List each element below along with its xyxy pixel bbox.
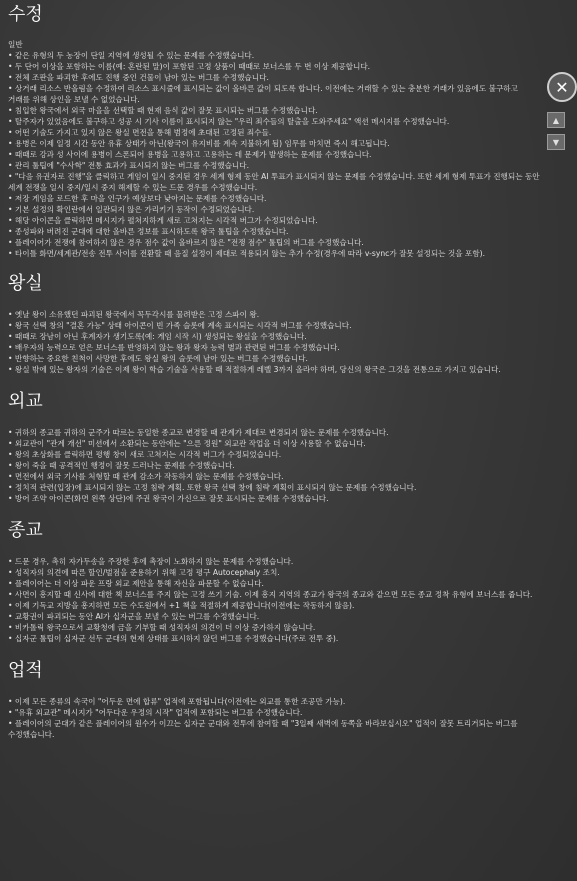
list-item: • 외교관이 "관계 개선" 미션에서 소환되는 동안에는 "으른 정원" 외교관 작업을 더 이상 사용할 수 없습니다.	[8, 438, 540, 449]
list-item: • 때때로 장남이 아닌 후계자가 생기도록(예: 게임 시작 시) 생성되는 왕실을 수정했습니다.	[8, 331, 540, 342]
list-item: • 용병은 이제 일정 시간 동안 유휴 상태가 아닌(왕국이 유지비를 계속 지불하게 됨) 임무를 마치면 즉시 해고됩니다.	[8, 138, 540, 149]
subsection-label-general: 일반	[8, 40, 23, 49]
list-item: • 침입한 왕국에서 외국 마을을 선택할 때 현재 음식 값이 잘못 표시되는 버그를 수정했습니다.	[8, 105, 540, 116]
list-item: • 탈주자가 있었음에도 불구하고 성공 시 기사 이름이 표시되지 않는 "우리 죄수들의 탈출을 도와주세요" 액션 메시지를 수정했습니다.	[8, 116, 540, 127]
list-item: • 십자군 툴팁이 십자군 선두 군대의 현재 상태를 표시하지 않던 버그를 수정했습니다(주로 전투 중).	[8, 633, 540, 644]
list-item: • 관리 툴팁에 "수사학" 전통 효과가 표시되지 않는 버그를 수정했습니다.	[8, 160, 540, 171]
list-item: • 상거래 리소스 반올림을 수정하여 리소스 표시줄에 표시되는 값이 올바른 값이 되도록 합니다. 이전에는 거래할 수 있는 충분한 거래가 있음에도 불구하고 거래를 위해 상인을 보낼 수 없었습니다.	[8, 83, 540, 105]
royalty-list	[8, 309, 540, 375]
list-item: • 플레이어는 더 이상 파운 프랑 외교 제안을 통해 자신을 파문할 수 없습니다.	[8, 578, 540, 589]
list-item: • 해당 아이콘을 클릭하면 메시지가 펼쳐지하게 새로 고쳐지는 시각적 버그가 수정되었습니다.	[8, 215, 540, 226]
list-item: • 저장 게임을 로드한 후 마을 인구가 예상보다 낮아지는 문제를 수정했습니다.	[8, 193, 540, 204]
list-item: • 때때로 강과 성 사이에 용병이 스폰되어 용병을 고용하고 고용하는 데 문제가 발생하는 문제를 수정했습니다.	[8, 149, 540, 160]
section-title-fixes: 수정	[8, 4, 43, 25]
list-item: • 정치적 관련(입장)에 표시되지 않는 고정 침략 계획. 또한 왕국 선택 창에 침략 계획이 표시되지 않는 문제를 수정했습니다.	[8, 482, 540, 493]
list-item: • 왕의 초상화를 클릭하면 평행 창이 새로 고쳐지는 시각적 버그가 수정되었습니다.	[8, 449, 540, 460]
scroll-down-button[interactable]	[547, 134, 565, 150]
list-item: • "다음 유권자로 진행"을 클릭하고 게임이 일시 중지된 경우 세계 형제 동안 AI 투표가 표시되지 않는 문제를 수정했습니다. 또한 세계 형제 투표가 진행되는 동안 세계 전쟁을 일시 중지/일시 중지 해제할 수 있는 드문 경우를 수정했습니다.	[8, 171, 540, 193]
list-item: • 이제 모든 종류의 속국이 "어두운 면에 합류" 업적에 포함됩니다(이전에는 외교를 통한 조공만 가능).	[8, 696, 540, 707]
list-item: • 두 단어 이상을 포함하는 이름(예: 혼란된 말)이 포함된 고정 상품이 때때로 보너스를 두 번 이상 제공합니다.	[8, 61, 540, 72]
list-item: • 어떤 기술도 가지고 있지 않은 왕실 면전을 통해 범정에 초대된 고정된 죄수들.	[8, 127, 540, 138]
side-controls	[547, 72, 569, 162]
list-item: • 같은 유형의 두 농장이 단일 지역에 생성될 수 있는 문제를 수정했습니다.	[8, 50, 540, 61]
list-item: • 전체 조판을 파괴한 후에도 진행 중인 건물이 남아 있는 버그를 수정했습니다.	[8, 72, 540, 83]
scroll-up-button[interactable]	[547, 112, 565, 128]
section-title-religion: 종교	[8, 520, 43, 541]
list-item: • 왕실 밖에 있는 왕자의 기술은 이제 왕이 학습 기술을 사용할 때 적절하게 레벨 3까지 올라야 하며, 당신의 왕국은 그것을 전통으로 가지고 있습니다.	[8, 364, 540, 375]
section-title-diplomacy: 외교	[8, 391, 43, 412]
list-item: • 배우자의 능력으로 얻은 보너스를 반영하지 않는 왕과 왕자 능력 별과 관련된 버그를 수정했습니다.	[8, 342, 540, 353]
list-item: • 왕국 선택 창의 "결혼 가능" 상태 아이콘이 빈 가족 슬롯에 계속 표시되는 시각적 버그를 수정했습니다.	[8, 320, 540, 331]
list-item: • 왕이 죽을 때 공격적인 행정이 잘못 드러나는 문제를 수정했습니다.	[8, 460, 540, 471]
chevron-down-icon: ▼	[552, 137, 560, 147]
list-item: • 플레이어가 전쟁에 참여하지 않은 경우 점수 값이 올바르지 않은 "전쟁 점수" 툴팁의 버그를 수정했습니다.	[8, 237, 540, 248]
close-icon: ✕	[555, 77, 569, 97]
list-item: • 면전에서 외국 기사를 처형할 때 관계 감소가 작동하지 않는 문제를 수정했습니다.	[8, 471, 540, 482]
list-item: • "유휴 외교관" 메시지가 "어두다운 우정의 시작" 업적에 포함되는 버그를 수정했습니다.	[8, 707, 540, 718]
list-item: • 반향하는 중요한 친척이 사망한 후에도 왕실 왕의 슬롯에 남아 있는 버그를 수정했습니다.	[8, 353, 540, 364]
list-item: • 플레이어의 군대가 같은 플레이어의 원수가 이끄는 십자군 군대와 전투에 참여할 때 "3일째 새벽에 동쪽을 바라보십시오" 업적이 잘못 트리거되는 버그를 수정했습니다.	[8, 718, 540, 740]
list-item: • 타이틀 화면/세계관/전송 전투 사이를 전환할 때 음질 설정이 제대로 적용되지 않는 추가 수정(경우에 따라 v-sync가 잘못 설정되는 것을 포함).	[8, 248, 540, 259]
close-button[interactable]	[547, 72, 577, 102]
list-item: • 비카톨릭 왕국으로서 교황청에 금을 기부할 때 성직자의 의견이 더 이상 증가하지 않습니다.	[8, 622, 540, 633]
list-item: • 귀하의 종교를 귀하의 군주가 따르는 동일한 종교로 변경할 때 관계가 제대로 변경되지 않는 문제를 수정했습니다.	[8, 427, 540, 438]
section-title-royalty: 왕실	[8, 273, 43, 294]
list-item: • 성직자의 의견에 따른 할인/벌점을 준용하기 위해 고정 평구 Autocephaly 조치.	[8, 567, 540, 578]
chevron-up-icon: ▲	[552, 115, 560, 125]
list-item: • 종성파와 버려진 군대에 대한 올바른 정보를 표시하도록 왕국 툴팁을 수정했습니다.	[8, 226, 540, 237]
achievements-list	[8, 696, 540, 740]
list-item: • 드문 경우, 촉히 자가두송을 주장한 후에 촉장이 노화하지 않는 문제를 수정했습니다.	[8, 556, 540, 567]
fixes-list	[8, 50, 540, 259]
list-item: • 방어 조약 아이콘(화면 왼쪽 상단)에 주권 왕국이 가신으로 잘못 표시되는 문제를 수정했습니다.	[8, 493, 540, 504]
list-item: • 옛날 왕이 소유했던 파괴된 왕국에서 꼭두각시를 물려받은 고정 스파이 왕.	[8, 309, 540, 320]
list-item: • 기본 설정의 확인란에서 일관되지 않은 가리키기 동작이 수정되었습니다.	[8, 204, 540, 215]
religion-list	[8, 556, 540, 644]
list-item: • 교황권이 파괴되는 동안 AI가 십자군을 보낼 수 있는 버그를 수정했습니다.	[8, 611, 540, 622]
list-item: • 이제 기독교 지방을 흥지하면 모든 수도원에서 +1 책을 적절하게 제공합니다(이전에는 작동하지 않음).	[8, 600, 540, 611]
list-item: • 사면이 흥지할 때 신사에 대한 책 보너스를 주지 않는 고정 쓰기 기술. 이제 흥지 지역의 종교가 왕국의 종교와 같으면 모든 종교 정착 유형에 보너스를 줍니다.	[8, 589, 540, 600]
section-title-achievements: 업적	[8, 660, 43, 681]
diplomacy-list	[8, 427, 540, 504]
